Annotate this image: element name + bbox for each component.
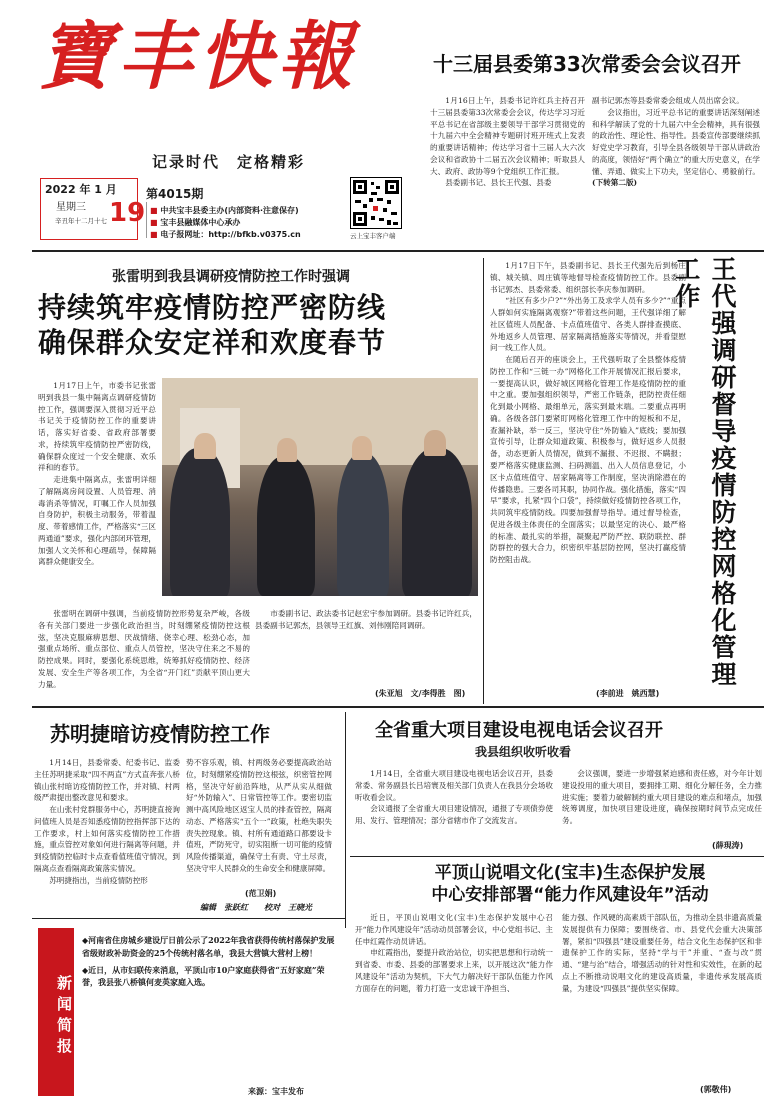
divider (32, 250, 764, 252)
top-story-text: 会议指出，习近平总书记的重要讲话深刻阐述和科学解读了党的十九届六中全会精神，具有很强的政治性、理论性、指导性。县委宣传部要继续抓好党史学习教育，引导全县各级领导干部从讲政治的高度，领悟好“两个确立”的重大历史意义，在学懂、弄通、做实上下功夫，坚定信心、勇毅前行。 (592, 107, 760, 176)
sponsor-list (150, 205, 301, 241)
story1-paragraph: 走进集中隔离点，张雷明详细了解隔离房间设置、人员管理、消毒消杀等情况，叮嘱工作人员加强自身防护，积极主动服务，带着温度、带着感情工作，严格落实“三区两通道”要求，强化内部闭环管理，加强人文关怀和心理疏导，保障隔离群众健康安全。 (38, 475, 156, 567)
story3-paragraph: 在山张村党群服务中心，苏明捷直接询问值班人员是否知悉疫情防控指挥部下达的工作要求，村上如何落实疫情防控工作措施，重点管控对象如何进行隔离等问题，并到疫情防控临时卡点查看值班值守情况，到隔离点查看隔离政策落实情况。 (34, 805, 180, 873)
qr-code-icon (350, 177, 402, 229)
story5-title-line: 平顶山说唱文化(宝丰)生态保护发展 (434, 863, 706, 883)
story2-byline: (李前进 姚西慧) (596, 689, 660, 698)
sponsor-item (150, 229, 301, 241)
story1-paragraph: 市委副书记、政法委书记赵宏宇参加调研。县委书记许红兵，县委副书记郭杰，县领导王红旗、刘伟刚陪同调研。 (255, 609, 477, 630)
story5-paragraph: 近日，平顶山说唱文化(宝丰)生态保护发展中心召开“能力作风建设年”活动动员部署会议，中心党组书记、主任申红霞作动员讲话。 (355, 913, 553, 946)
photo-face (352, 436, 372, 460)
story1-col1 (38, 380, 156, 602)
story5-byline: (郭敬伟) (700, 1085, 732, 1094)
story1-col2 (38, 608, 250, 700)
story3-col2 (186, 757, 332, 897)
story3-paragraph: 势不容乐观，镇、村两级务必要提高政治站位，时刻绷紧疫情防控这根弦，织密管控网格，坚决守好前沿阵地，从严从实从细做好“外防输入”、日常管控等工作。要密切监测中高风险地区返宝人员的排查管控，隔离动态、严格落实“五个一”政策，杜绝失职失责失控现象。镇、村所有通道路口都要设卡值班，严防死守，切实阻断一切可能的疫情风险传播渠道，确保守土有责、守土尽责，坚决守牢人民群众的生命安全和健康屏障。 (186, 758, 332, 873)
story5-paragraph: 能力强、作风硬的高素质干部队伍，为推动全县非遗高质量发展提供有力保障；要围绕省、市、县党代会重大决策部署，紧扣“四强县”建设重要任务，结合文化生态保护区和非遗保护工作的实际，坚持“学与干”并重、“查与改”贯通、“建与治”结合，增强活动的针对性和实效性，在新的起点上不断推动说唱文化的建设高质量，非遗传承发展高质量，为建设“四强县”提供坚实保障。 (562, 913, 762, 993)
story1-paragraph: 1月17日上午，市委书记张雷明到我县一集中隔离点调研疫情防控工作，强调要深入贯彻习近平总书记关于疫情防控工作的重要讲话，落实好省委、省政府部署要求，持续筑牢疫情防控严密防线，确保群众度过一个安全健康、欢乐祥和的春节。 (38, 381, 156, 473)
story1-title (38, 290, 478, 360)
top-story-title: 十三届县委第33次常委会会议召开 (433, 52, 741, 76)
photo-person (257, 456, 315, 596)
sponsor-text: 电子报网址：http://bfkb.v0375.cn (160, 230, 301, 239)
news-brief-label: 新闻简报 (38, 928, 74, 1096)
story4-paragraph: 会议通报了全省重大项目建设情况，通报了专项债券使用、发行、管理情况；部分省辖市作了交流发言。 (355, 804, 553, 826)
photo-face (424, 430, 446, 456)
story3-paragraph: 苏明捷指出，当前疫情防控形 (49, 875, 148, 885)
story2-title: 王代强调研督导疫情防控网格化管理工作 (671, 256, 737, 688)
top-story-paragraph (592, 107, 760, 189)
date-year-month: 2022 年 1 月 (45, 183, 117, 196)
story3-byline: (范卫娟) (245, 889, 277, 898)
date-day: 19 (109, 198, 146, 228)
photo-person (170, 448, 230, 596)
masthead-slogan: 记录时代 定格精彩 (152, 153, 306, 171)
issue-number: 第4015期 (146, 187, 204, 201)
story2-paragraph: 在随后召开的座谈会上，王代强听取了全县整体疫情防控工作和“三链一办”网格化工作开展情况汇报后要求，一要提高认识，做好城区网格化管理工作是疫情防控的重中之重。要加强组织领导，严密工作链条，把防控责任细化到最小网格、最细单元，落实到最末端。二要重点再明确。各级各部门要紧盯网格化管理工作中的短板和不足，查漏补缺，举一反三，坚决守住“外防输入”底线；要加强宣传引导，让群众知道政策、积极参与，做好返乡人员报备，动态更新人员情况，做到不漏报、不迟报、不瞒报；要严格落实健康监测、扫码测温、出入人员信息登记，小区卡点值班值守、居家隔离等工作制度，坚决消除潜在的传播隐患。三要各司其职，协同作战。强化措施，落实“四早”要求，扎紧“四个口袋”，持续做好疫情防控各项工作，共同筑牢疫情防线。四要加强督导指导。通过督导检查，促进各级主体责任的全面落实；以最坚定的决心、最严格的标准、最扎实的举措，凝聚起严防严控、联防联控、群防群控的强大合力，织密织牢基层防控网，坚决打赢疫情防控阻击战。 (490, 355, 686, 565)
photo-face (194, 433, 216, 459)
photo-face (277, 438, 297, 462)
editor-credit: 编辑 张跃红 校对 王晓光 (200, 902, 312, 912)
story3-paragraph: 1月14日，县委常委、纪委书记、监委主任苏明捷采取“四不两直”方式直奔张八桥镇山张村暗访疫情防控工作，并对镇、村两级严肃提出整改意见和要求。 (34, 758, 180, 803)
story4-title: 全省重大项目建设电视电话会议召开 (375, 720, 663, 741)
story5-paragraph: 申红霞指出，要提升政治站位，切实把思想和行动统一到省委、市委、县委的部署要求上来，以开展这次“能力作风建设年”活动为契机，下大气力解决好干部队伍能力作风方面存在的问题，着力打造一支忠诚干净担当、 (355, 948, 553, 993)
masthead-title: 寶丰快報 (38, 14, 358, 100)
top-story-col2 (592, 95, 760, 245)
story3-col1 (34, 757, 180, 932)
sponsor-item (150, 205, 301, 217)
news-brief-list (82, 934, 340, 989)
bullet-icon: ■ (150, 218, 158, 227)
story1-col3 (255, 608, 477, 688)
story5-col1 (355, 912, 553, 1094)
sponsor-item (150, 217, 301, 229)
story5-title-line: 中心安排部署“能力作风建设年”活动 (431, 885, 709, 906)
divider (350, 856, 764, 857)
story1-title-line: 确保群众安定祥和欢度春节 (38, 326, 387, 359)
bullet-icon: ■ (150, 230, 158, 239)
story2-text (490, 260, 686, 683)
divider (32, 918, 345, 919)
divider (483, 258, 484, 704)
sponsor-text: 中共宝丰县委主办(内部资料·注意保存) (160, 206, 299, 215)
qr-caption: 云上宝丰客户端 (350, 232, 396, 240)
continued-link[interactable]: (下转第二版) (592, 178, 638, 188)
story4-col2 (562, 768, 762, 840)
photo-person (402, 448, 472, 596)
divider (32, 706, 764, 708)
photo-person (337, 453, 389, 596)
date-weekday: 星期三 (56, 202, 86, 213)
bullet-icon: ■ (150, 206, 158, 215)
story4-paragraph: 会议强调，要进一步增强紧迫感和责任感，对今年计划建设投用的重大项目，要拥排工期、细化分解任务，全力推进实施；要着力破解制约重大项目建设的难点和堵点，加强统筹调度，加快项目建设进度，确保按期时间节点完成任务。 (562, 769, 762, 826)
top-story-paragraph: 1月16日上午，县委书记许红兵主持召开十三届县委第33次常委会会议，传达学习习近平总书记在省部级主要领导干部学习贯彻党的十九届六中全会精神专题研讨班开班式上发表的重要讲话精神；传达学习省十三届人大六次会议和省政协十二届五次会议精神；听取县人大、政府、政协等9个党组织工作汇报。 (430, 96, 585, 176)
top-story-paragraph: 县委副书记、县长王代强、县委 (445, 178, 552, 188)
story1-title-line: 持续筑牢疫情防控严密防线 (38, 291, 387, 324)
story3-title: 苏明捷暗访疫情防控工作 (50, 722, 270, 746)
date-lunar: 辛丑年十二月十七 (55, 217, 107, 225)
story1-byline: (朱亚旭 文/李得胜 图) (375, 689, 466, 698)
divider (345, 712, 346, 928)
story2-paragraph: 1月17日下午，县委副书记、县长王代强先后到杨庄镇、城关镇、周庄镇等地督导检查疫情防控工作。县委副书记郭杰、县委常委、组织部长李庆参加调研。 (490, 261, 686, 294)
story2-paragraph: “社区有多少户?”“外出务工及求学人员有多少?”“重点人群如何实施隔离观察?”带着这些问题，王代强详细了解社区值班人员配备、卡点值班值守、各类人群排查摸底、外地返乡人员管理、居家隔离措施落实等情况，并看望慰问一线工作人员。 (490, 296, 686, 353)
date-box (40, 178, 146, 240)
news-brief-source: 来源：宝丰发布 (248, 1087, 304, 1096)
story4-paragraph: 1月14日，全省重大项目建设电视电话会议召开，县委常委、常务副县长吕培寰及相关部门负责人在我县分会场收听收看会议。 (355, 769, 553, 802)
story5-title (380, 862, 760, 906)
story1-kicker: 张雷明到我县调研疫情防控工作时强调 (112, 269, 350, 285)
story1-paragraph: 张雷明在调研中强调，当前疫情防控形势复杂严峻，各级各有关部门要进一步强化政治担当，时刻绷紧疫情防控这根弦，坚决克服麻痹思想、厌战情绪、侥幸心理、松劲心态，加强重点场所、重点部位、重点人员管控，坚决守住来之不易的防控成果。同时，要强化系统思维，统筹抓好疫情防控、经济发展、安全生产等各项工作，为全省“开门红”贡献平顶山更大力量。 (38, 609, 250, 689)
news-brief-item: ◆近日，从市妇联传来消息，平顶山市10户家庭获得省“五好家庭”荣誉，我县张八桥镇何麦英家庭入选。 (82, 964, 325, 988)
story4-col1 (355, 768, 553, 848)
story4-subtitle: 我县组织收听收看 (475, 745, 572, 759)
story1-photo (162, 378, 478, 596)
news-brief-item: ◆河南省住房城乡建设厅日前公示了2022年我省获得传统村落保护发展省级财政补助资金的25个传统村落名单，我县大营镇大营村上榜！ (82, 935, 335, 958)
story4-byline: (薛現涛) (712, 841, 744, 850)
sponsor-text: 宝丰县融媒体中心承办 (160, 218, 241, 227)
story5-col2 (562, 912, 762, 1084)
top-story-col1 (430, 95, 585, 245)
top-story-paragraph: 副书记郭杰等县委常委会组成人员出席会议。 (592, 96, 744, 105)
